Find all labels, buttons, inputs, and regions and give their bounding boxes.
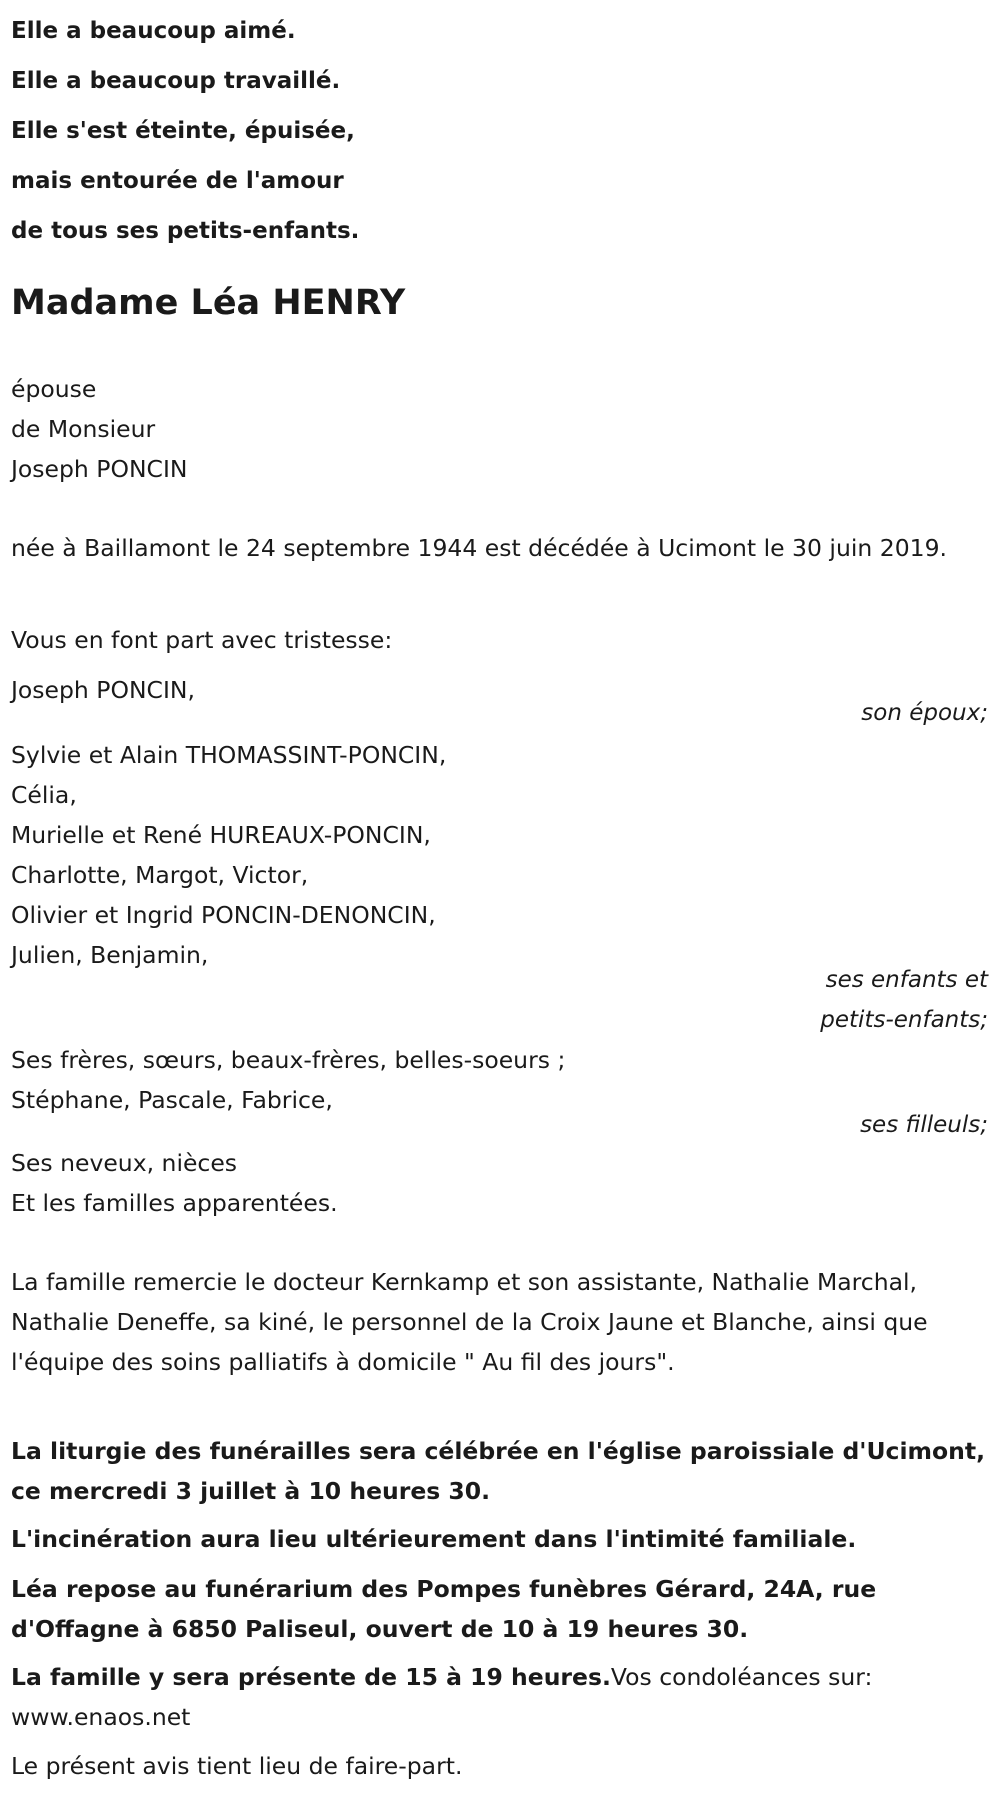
family-line: Murielle et René HUREAUX-PONCIN, — [11, 821, 431, 849]
poem-line: Elle a beaucoup travaillé. — [11, 68, 341, 94]
poem — [11, 6, 359, 256]
nephews-line: Ses neveux, nièces — [11, 1149, 238, 1177]
related-families-line: Et les familles apparentées. — [11, 1189, 338, 1217]
thanks-paragraph: La famille remercie le docteur Kernkamp et son assistante, Nathalie Marchal, Nathalie Deneffe, sa kiné, le personnel de la Croix Jaune et Blanche, ainsi que l'équipe des soins palliatifs à domicile " Au fil des jours". — [11, 1268, 928, 1376]
rest-paragraph: Léa repose au funérarium des Pompes funèbres Gérard, 24A, rue d'Offagne à 6850 Paliseul, ouvert de 10 à 19 heures 30. — [11, 1575, 877, 1643]
family-line: Olivier et Ingrid PONCIN-DENONCIN, — [11, 901, 436, 929]
children-relation: ses enfants et — [825, 967, 988, 993]
children-relation: petits-enfants; — [820, 1007, 988, 1033]
deceased-name: Madame Léa HENRY — [11, 283, 406, 323]
siblings-line: Ses frères, sœurs, beaux-frères, belles-soeurs ; — [11, 1046, 566, 1074]
family-line: Sylvie et Alain THOMASSINT-PONCIN, — [11, 741, 447, 769]
cremation-paragraph: L'incinération aura lieu ultérieurement dans l'intimité familiale. — [11, 1525, 857, 1553]
poem-line: mais entourée de l'amour — [11, 168, 344, 194]
poem-line: Elle a beaucoup aimé. — [11, 18, 296, 44]
family-line: Charlotte, Margot, Victor, — [11, 861, 309, 889]
presence-text: La famille y sera présente de 15 à 19 heures. — [11, 1663, 611, 1691]
poem-line: de tous ses petits-enfants. — [11, 218, 360, 244]
spouse-line: de Monsieur — [11, 415, 156, 443]
funeral-paragraph: La liturgie des funérailles sera célébrée en l'église paroissiale d'Ucimont, ce mercredi 3 juillet à 10 heures 30. — [11, 1437, 986, 1505]
condolences-text: Vos condoléances sur: www.enaos.net — [11, 1663, 873, 1731]
family-line: Célia, — [11, 781, 77, 809]
godchildren-relation: ses filleuls; — [860, 1112, 988, 1138]
spouse-name: Joseph PONCIN, — [11, 676, 195, 704]
announcement: Vous en font part avec tristesse: — [11, 626, 393, 654]
closing-line: Le présent avis tient lieu de faire-part. — [11, 1752, 463, 1780]
godchildren-line: Stéphane, Pascale, Fabrice, — [11, 1086, 333, 1114]
birth-death-text: née à Baillamont le 24 septembre 1944 est décédée à Ucimont le 30 juin 2019. — [11, 534, 948, 562]
spouse-relation: son époux; — [861, 700, 988, 726]
presence-paragraph — [11, 1657, 986, 1737]
spouse-line: épouse — [11, 375, 97, 403]
poem-line: Elle s'est éteinte, épuisée, — [11, 118, 355, 144]
family-line: Julien, Benjamin, — [11, 941, 209, 969]
spouse-line: Joseph PONCIN — [11, 455, 188, 483]
